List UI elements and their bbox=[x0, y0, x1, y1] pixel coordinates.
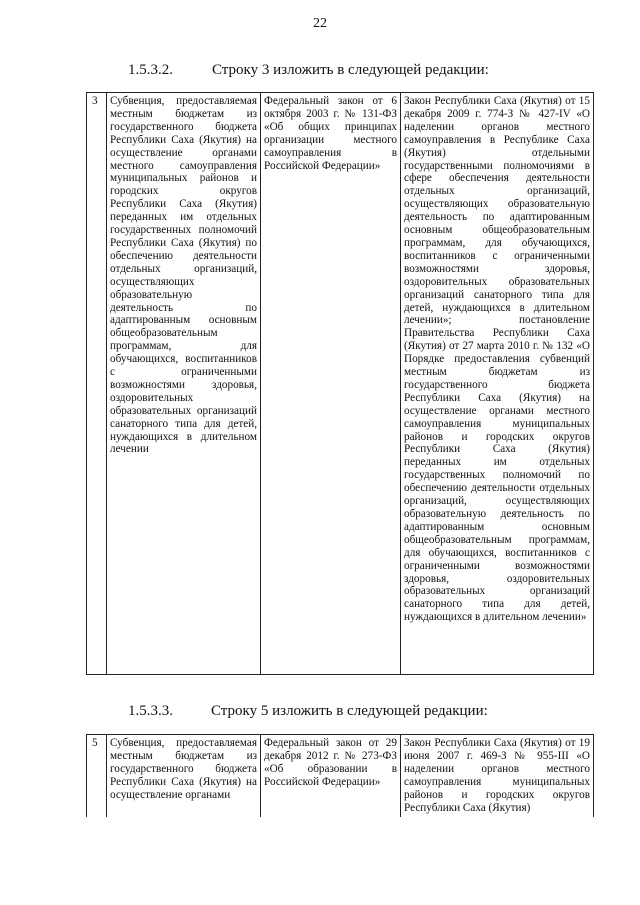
regional-law-cell: Закон Республики Саха (Якутия) от 19 июня 2007 г. 469-З № 955-III «О наделении органов местного самоуправления муниципальных районов и городских округов Республики Саха (Якутия) bbox=[401, 735, 594, 818]
subsidy-name-cell: Субвенция, предоставляемая местным бюджетам из государственного бюджета Республики Саха (Якутия) на осуществление органами bbox=[107, 735, 261, 818]
section-number: 1.5.3.2. bbox=[128, 62, 173, 78]
page-number: 22 bbox=[313, 16, 327, 31]
section-instruction: Строку 3 изложить в следующей редакции: bbox=[212, 62, 489, 78]
section-heading-1-5-3-2 bbox=[128, 62, 489, 79]
section-instruction: Строку 5 изложить в следующей редакции: bbox=[211, 703, 488, 719]
regional-law-cell: Закон Республики Саха (Якутия) от 15 декабря 2009 г. 774-З № 427-IV «О наделении органов местного самоуправления в Республике Саха (Якутия) отдельными государственными полномочиями в сфере обеспечения деятельности отдельных организаций, осуществляющих образовательную деятельность по адаптированным основным общеобразовательным программам, для обучающихся, воспитанников с ограниченными возможностями здоровья, оздоровительных образовательных организаций санаторного типа для детей, нуждающихся в длительном лечении»; постановление Правительства Республики Саха (Якутия) от 27 марта 2010 г. № 132 «О Порядке предоставления субвенций местным бюджетам из государственного бюджета Республики Саха (Якутия) на осуществление органами местного самоуправления муниципальных районов и городских округов Республики Саха (Якутия) переданных им отдельных государственных полномочий по обеспечению деятельности отдельных организаций, осуществляющих образовательную деятельность по адаптированным основным общеобразовательным программам, для обучающихся, воспитанников с ограниченными возможностями здоровья, оздоровительных образовательных организаций санаторного типа для детей, нуждающихся в длительном лечении» bbox=[401, 93, 594, 675]
table-row bbox=[87, 93, 594, 675]
section-heading-1-5-3-3 bbox=[128, 703, 488, 720]
federal-law-cell: Федеральный закон от 29 декабря 2012 г. № 273-ФЗ «Об образовании в Российской Федерации» bbox=[261, 735, 401, 818]
row-number-cell: 5 bbox=[87, 735, 107, 818]
table-row bbox=[87, 735, 594, 818]
row-number-cell: 3 bbox=[87, 93, 107, 675]
amendment-table-row-3 bbox=[86, 92, 594, 675]
federal-law-cell: Федеральный закон от 6 октября 2003 г. № 131-ФЗ «Об общих принципах организации местного самоуправления в Российской Федерации» bbox=[261, 93, 401, 675]
subsidy-name-cell: Субвенция, предоставляемая местным бюджетам из государственного бюджета Республики Саха (Якутия) на осуществление органами местного самоуправления муниципальных районов и городских округов Республики Саха (Якутия) переданных им отдельных государственных полномочий Республики Саха (Якутия) по обеспечению деятельности отдельных организаций, осуществляющих образовательную деятельность по адаптированным основным общеобразовательным программам, для обучающихся, воспитанников с ограниченными возможностями здоровья, оздоровительных образовательных организаций санаторного типа для детей, нуждающихся в длительном лечении bbox=[107, 93, 261, 675]
amendment-table-row-5 bbox=[86, 734, 594, 817]
section-number: 1.5.3.3. bbox=[128, 703, 173, 719]
